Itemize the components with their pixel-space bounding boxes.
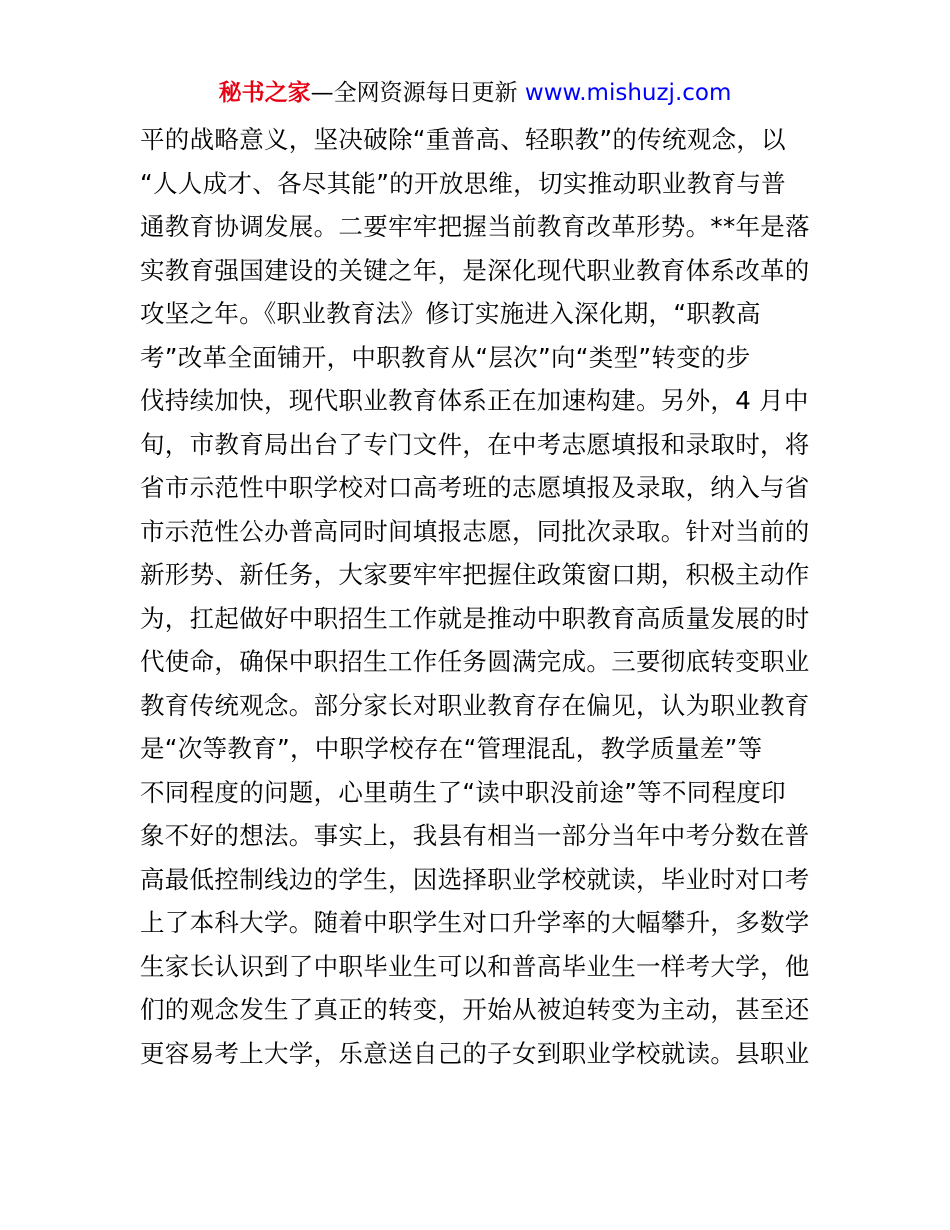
body-line: 上了本科大学。随着中职学生对口升学率的大幅攀升，多数学 <box>140 908 810 937</box>
body-line: 考”改革全面铺开，中职教育从“层次”向“类型”转变的步 <box>140 342 751 372</box>
body-line: 攻坚之年。《职业教育法》修订实施进入深化期，“职教高 <box>140 299 761 328</box>
body-line: 更容易考上大学，乐意送自己的子女到职业学校就读。县职业 <box>140 1038 810 1068</box>
body-line: 实教育强国建设的关键之年，是深化现代职业教育体系改革的 <box>140 255 810 285</box>
site-url-link[interactable]: www.mishuzj.com <box>524 80 732 106</box>
body-line: 伐持续加快，现代职业教育体系正在加速构建。另外，4 月中 <box>140 386 809 415</box>
body-line: 旬，市教育局出台了专门文件，在中考志愿填报和录取时，将 <box>140 429 810 459</box>
body-line: 是“次等教育”，中职学校存在“管理混乱，教学质量差”等 <box>140 734 763 763</box>
page-header <box>0 78 950 108</box>
body-line: 不同程度的问题，心里萌生了“读中职没前途”等不同程度印 <box>140 777 786 807</box>
body-line: 通教育协调发展。二要牢牢把握当前教育改革形势。**年是落 <box>140 212 810 241</box>
site-tagline: —全网资源每日更新 <box>310 80 525 106</box>
body-line: 代使命，确保中职招生工作任务圆满完成。三要彻底转变职业 <box>140 647 810 676</box>
document-body <box>140 118 820 1075</box>
body-line: 平的战略意义，坚决破除“重普高、轻职教”的传统观念，以 <box>140 125 786 154</box>
body-line: 为，扛起做好中职招生工作就是推动中职教育高质量发展的时 <box>140 603 810 633</box>
body-line: 生家长认识到了中职毕业生可以和普高毕业生一样考大学，他 <box>140 951 810 981</box>
body-line: 高最低控制线边的学生，因选择职业学校就读，毕业时对口考 <box>140 864 810 894</box>
body-line: 教育传统观念。部分家长对职业教育存在偏见，认为职业教育 <box>140 690 810 720</box>
body-line: 新形势、新任务，大家要牢牢把握住政策窗口期，积极主动作 <box>140 560 810 589</box>
body-line: 们的观念发生了真正的转变，开始从被迫转变为主动，甚至还 <box>140 995 810 1024</box>
site-brand: 秘书之家 <box>218 80 311 106</box>
body-line: 象不好的想法。事实上，我县有相当一部分当年中考分数在普 <box>140 821 810 850</box>
body-line: “人人成才、各尽其能”的开放思维，切实推动职业教育与普 <box>140 168 786 198</box>
body-line: 市示范性公办普高同时间填报志愿，同批次录取。针对当前的 <box>140 516 810 546</box>
body-line: 省市示范性中职学校对口高考班的志愿填报及录取，纳入与省 <box>140 473 810 502</box>
